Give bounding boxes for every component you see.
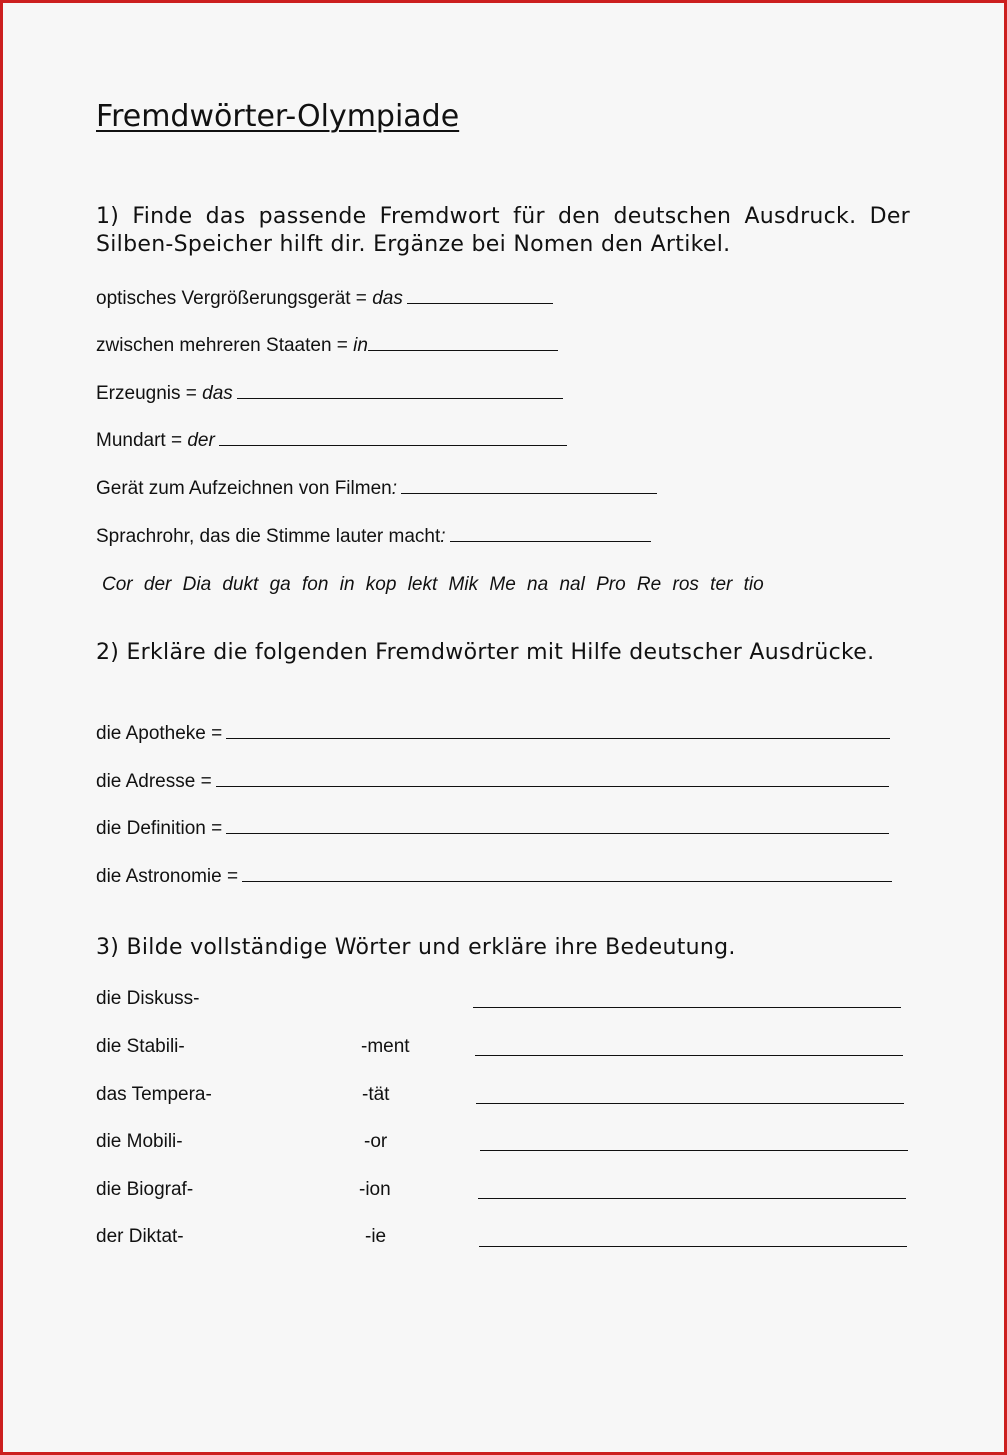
answer-line[interactable] <box>407 285 553 304</box>
syllable-store: Cor der Dia dukt ga fon in kop lekt Mik Me na nal Pro Re ros ter tio <box>102 574 764 595</box>
task-1-instruction: 1) Finde das passende Fremdwort für den deutschen Ausdruck. Der Silben-Speicher hilft dir. Ergänze bei Nomen den Artikel. <box>96 204 910 257</box>
task-1-item: Sprachrohr, das die Stimme lauter macht: <box>96 523 651 547</box>
task-2-item: die Apotheke = <box>96 720 890 744</box>
word-ending: -ment <box>361 1036 410 1057</box>
task-1-item: zwischen mehreren Staaten = in <box>96 332 558 356</box>
word-start: das Tempera- <box>96 1084 212 1105</box>
word-ending: -ion <box>359 1179 391 1200</box>
task-1-item: optisches Vergrößerungsgerät = das <box>96 285 553 309</box>
word-ending: -tät <box>362 1084 390 1105</box>
task-1-item: Erzeugnis = das <box>96 380 563 404</box>
worksheet-page <box>3 3 1004 1452</box>
answer-line[interactable] <box>480 1149 908 1151</box>
answer-line[interactable] <box>226 720 890 739</box>
page-title: Fremdwörter-Olympiade <box>96 99 460 134</box>
answer-line[interactable] <box>478 1197 906 1199</box>
word-ending: -ie <box>365 1226 387 1247</box>
answer-line[interactable] <box>450 523 651 542</box>
word-start: die Diskuss- <box>96 988 200 1009</box>
answer-line[interactable] <box>401 475 657 494</box>
word-start: die Biograf- <box>96 1179 194 1200</box>
answer-line[interactable] <box>473 1006 901 1008</box>
answer-line[interactable] <box>216 768 889 787</box>
answer-line[interactable] <box>237 380 563 399</box>
answer-line[interactable] <box>475 1054 903 1056</box>
answer-line[interactable] <box>242 863 892 882</box>
answer-line[interactable] <box>479 1245 907 1247</box>
task-2-item: die Adresse = <box>96 768 889 792</box>
task-2-instruction: 2) Erkläre die folgenden Fremdwörter mit Hilfe deutscher Ausdrücke. <box>96 640 875 665</box>
word-start: die Mobili- <box>96 1131 183 1152</box>
task-1-item: Mundart = der <box>96 427 567 451</box>
task-2-item: die Astronomie = <box>96 863 892 887</box>
answer-line[interactable] <box>476 1102 904 1104</box>
task-2-item: die Definition = <box>96 815 889 839</box>
task-1-item: Gerät zum Aufzeichnen von Filmen: <box>96 475 657 499</box>
task-3-instruction: 3) Bilde vollständige Wörter und erkläre ihre Bedeutung. <box>96 935 736 960</box>
word-ending: -or <box>364 1131 388 1152</box>
answer-line[interactable] <box>368 332 558 351</box>
answer-line[interactable] <box>226 815 889 834</box>
answer-line[interactable] <box>219 427 567 446</box>
word-start: der Diktat- <box>96 1226 184 1247</box>
word-start: die Stabili- <box>96 1036 185 1057</box>
